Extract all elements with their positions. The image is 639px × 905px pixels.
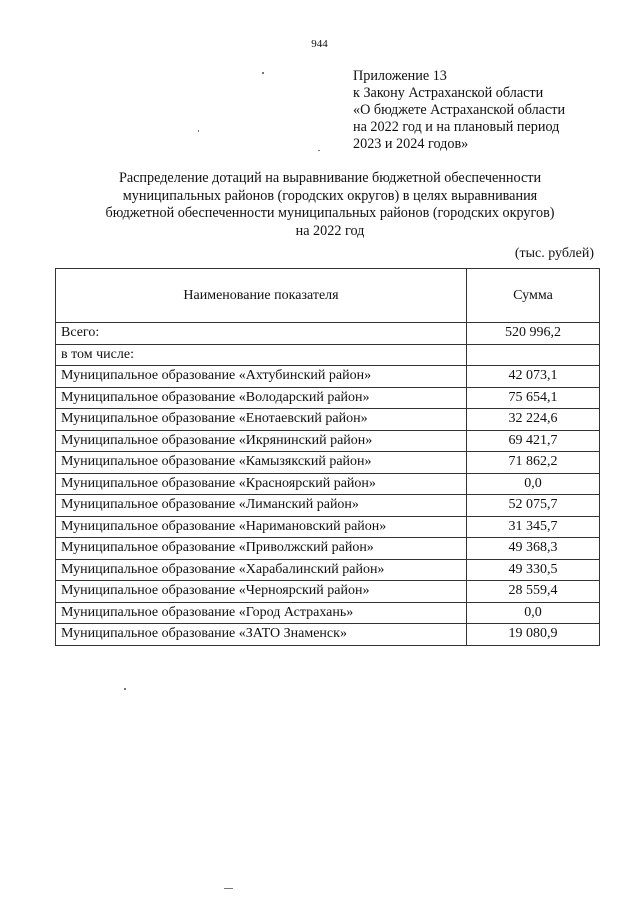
- appendix-line: на 2022 год и на плановый период: [353, 119, 560, 135]
- municipality-name: Муниципальное образование «Камызякский район»: [56, 452, 467, 474]
- subsidy-amount: 69 421,7: [467, 430, 600, 452]
- subheader-label: в том числе:: [56, 344, 467, 366]
- page-number: 944: [311, 38, 328, 50]
- municipality-name: Муниципальное образование «Харабалинский район»: [56, 559, 467, 581]
- scan-speck: [124, 688, 126, 690]
- municipality-name: Муниципальное образование «Город Астрахань»: [56, 602, 467, 624]
- table-row: [56, 624, 600, 646]
- table-row: [56, 559, 600, 581]
- municipality-name: Муниципальное образование «Икрянинский район»: [56, 430, 467, 452]
- table-row: [56, 452, 600, 474]
- subsidy-amount: 71 862,2: [467, 452, 600, 474]
- appendix-line: 2023 и 2024 годов»: [353, 136, 469, 152]
- municipality-name: Муниципальное образование «Володарский район»: [56, 387, 467, 409]
- header-indicator: Наименование показателя: [56, 269, 467, 323]
- title-line: на 2022 год: [295, 222, 365, 239]
- scan-speck: [198, 130, 199, 132]
- subsidy-amount: 32 224,6: [467, 409, 600, 431]
- subsidy-amount: 49 368,3: [467, 538, 600, 560]
- table-row: [56, 387, 600, 409]
- table-row: [56, 409, 600, 431]
- subsidy-amount: 75 654,1: [467, 387, 600, 409]
- municipality-name: Муниципальное образование «Красноярский район»: [56, 473, 467, 495]
- title-line: муниципальных районов (городских округов) в целях выравнивания: [122, 187, 538, 204]
- subheader-empty-cell: [467, 344, 600, 366]
- municipality-name: Муниципальное образование «Енотаевский район»: [56, 409, 467, 431]
- municipality-name: Муниципальное образование «Наримановский район»: [56, 516, 467, 538]
- total-amount: 520 996,2: [467, 323, 600, 345]
- subsidy-amount: 0,0: [467, 602, 600, 624]
- table-header-row: [56, 269, 600, 323]
- table-row: [56, 366, 600, 388]
- municipality-name: Муниципальное образование «Приволжский район»: [56, 538, 467, 560]
- municipality-name: Муниципальное образование «ЗАТО Знаменск»: [56, 624, 467, 646]
- document-title: [40, 170, 620, 240]
- table-row: [56, 430, 600, 452]
- municipality-name: Муниципальное образование «Ахтубинский район»: [56, 366, 467, 388]
- table-row: [56, 602, 600, 624]
- municipality-name: Муниципальное образование «Лиманский район»: [56, 495, 467, 517]
- scan-speck: [224, 888, 233, 889]
- subheader-row: [56, 344, 600, 366]
- subsidy-amount: 52 075,7: [467, 495, 600, 517]
- total-label: Всего:: [56, 323, 467, 345]
- appendix-line: к Закону Астраханской области: [353, 85, 544, 101]
- appendix-line: Приложение 13: [353, 68, 447, 84]
- subsidy-amount: 31 345,7: [467, 516, 600, 538]
- appendix-line: «О бюджете Астраханской области: [353, 102, 566, 118]
- municipality-name: Муниципальное образование «Черноярский район»: [56, 581, 467, 603]
- subsidy-amount: 19 080,9: [467, 624, 600, 646]
- subsidy-amount: 49 330,5: [467, 559, 600, 581]
- scan-speck: [318, 150, 320, 151]
- table-row: [56, 581, 600, 603]
- table-row: [56, 538, 600, 560]
- subsidy-amount: 28 559,4: [467, 581, 600, 603]
- title-line: бюджетной обеспеченности муниципальных районов (городских округов): [105, 205, 555, 221]
- header-amount: Сумма: [467, 269, 600, 323]
- title-line: Распределение дотаций на выравнивание бюджетной обеспеченности: [118, 170, 542, 186]
- subsidy-amount: 42 073,1: [467, 366, 600, 388]
- subsidy-amount: 0,0: [467, 473, 600, 495]
- table-row: [56, 516, 600, 538]
- scan-speck: [262, 72, 264, 74]
- total-row: [56, 323, 600, 345]
- units-label: (тыс. рублей): [514, 246, 594, 261]
- subsidy-table: [55, 268, 600, 646]
- appendix-block: [353, 68, 635, 153]
- table-row: [56, 473, 600, 495]
- table-row: [56, 495, 600, 517]
